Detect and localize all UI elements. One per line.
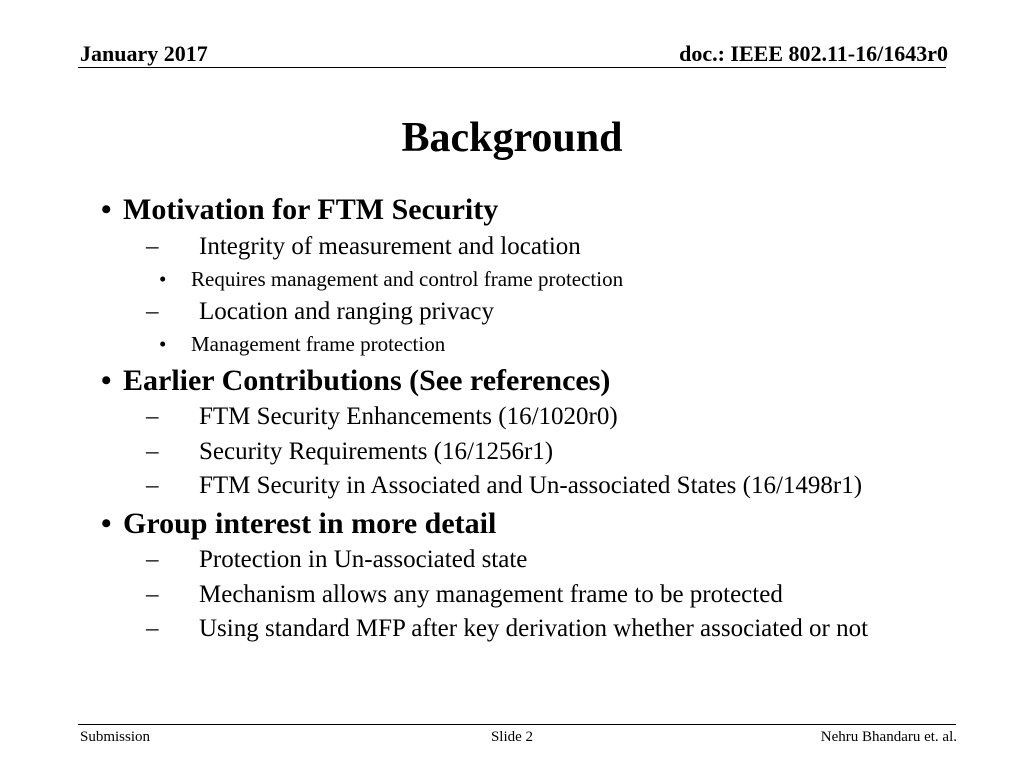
slide-title: Background xyxy=(401,115,623,161)
bullet-text: Earlier Contributions (See references) xyxy=(123,364,611,397)
bullet-text: Group interest in more detail xyxy=(123,507,497,540)
header-date: January 2017 xyxy=(80,41,208,66)
sub-bullet-dash: – xyxy=(146,472,159,499)
sub-sub-bullet-dot: • xyxy=(159,267,167,291)
sub-sub-bullet-text: Management frame protection xyxy=(191,332,446,356)
sub-sub-bullet-text: Requires management and control frame protection xyxy=(191,267,624,291)
sub-bullet-text: Location and ranging privacy xyxy=(199,298,495,325)
sub-bullet-dash: – xyxy=(146,438,159,465)
bullet-dot: • xyxy=(101,193,112,226)
sub-bullet-text: Using standard MFP after key derivation whether associated or not xyxy=(199,615,869,642)
sub-bullet-dash: – xyxy=(146,298,159,325)
sub-bullet-text: Security Requirements (16/1256r1) xyxy=(199,438,554,465)
bullet-text: Motivation for FTM Security xyxy=(123,193,499,226)
sub-sub-bullet-dot: • xyxy=(159,332,167,356)
sub-bullet-text: Integrity of measurement and location xyxy=(199,233,581,260)
footer-submission: Submission xyxy=(80,729,151,745)
bullet-dot: • xyxy=(101,507,112,540)
header-doc-id: doc.: IEEE 802.11-16/1643r0 xyxy=(679,41,948,66)
sub-bullet-dash: – xyxy=(146,615,159,642)
sub-bullet-text: FTM Security in Associated and Un-associated States (16/1498r1) xyxy=(199,472,863,499)
footer-authors: Nehru Bhandaru et. al. xyxy=(820,729,957,745)
sub-bullet-dash: – xyxy=(146,233,159,260)
footer-divider xyxy=(78,724,956,725)
footer-slide-number: Slide 2 xyxy=(490,729,534,745)
sub-bullet-dash: – xyxy=(146,403,159,430)
sub-bullet-text: FTM Security Enhancements (16/1020r0) xyxy=(199,403,618,430)
sub-bullet-dash: – xyxy=(146,546,159,573)
sub-bullet-text: Mechanism allows any management frame to be protected xyxy=(199,581,783,608)
sub-bullet-text: Protection in Un-associated state xyxy=(199,546,528,573)
bullet-dot: • xyxy=(101,364,112,397)
sub-bullet-dash: – xyxy=(146,581,159,608)
